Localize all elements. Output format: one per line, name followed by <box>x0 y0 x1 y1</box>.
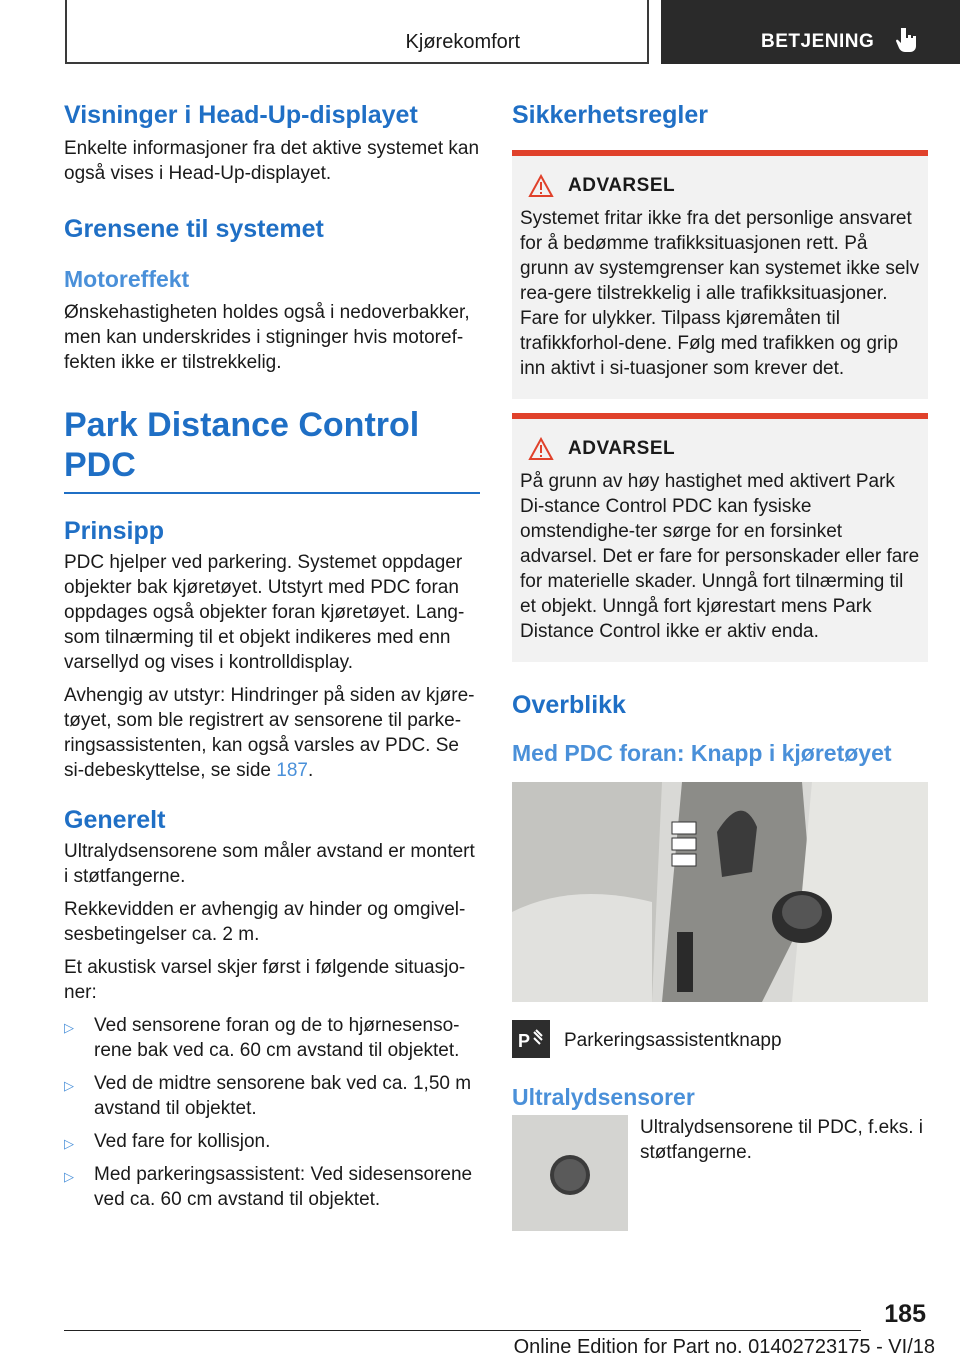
header-section-title: Kjørekomfort <box>405 31 520 53</box>
warning-box <box>512 413 928 662</box>
overview-heading: Overblikk <box>512 691 626 719</box>
front-pdc-heading: Med PDC foran: Knapp i kjøretøyet <box>512 740 892 766</box>
page-link[interactable]: 187 <box>276 760 308 782</box>
motor-text: Ønskehastigheten holdes også i nedoverbakker, men kan underskrides i stigninger hvis motoref-fekten ikke er tilstrekkelig. <box>64 301 470 373</box>
list-item: ▷ Med parkeringsassistent: Ved sidesensorene ved ca. 60 cm avstand til objektet. <box>64 1164 473 1211</box>
general-text-1: Ultralydsensorene som måler avstand er montert i støtfangerne. <box>64 841 475 888</box>
motor-heading: Motoreffekt <box>64 266 190 292</box>
list-item: ▷ Ved fare for kollisjon. <box>64 1129 480 1154</box>
warning-triangle-icon <box>528 437 554 461</box>
header-section-box <box>65 0 649 64</box>
hud-text: Enkelte informasjoner fra det aktive systemet kan også vises i Head-Up-displayet. <box>64 138 480 184</box>
limits-heading: Grensene til systemet <box>64 215 324 243</box>
car-interior-photo <box>512 782 928 1002</box>
svg-text:P: P <box>518 1030 531 1051</box>
warning-text: På grunn av høy hastighet med aktivert Park Di-stance Control PDC kan fysiske omstendighe-ter sørge for en forsinket advarsel. Det er fare for personskader eller fare for materielle skader. Unngå fort tilnærming til et objekt. Unngå fort kjørestart mens Park Distance Control ikke er aktiv enda. <box>520 471 920 642</box>
page-number: 185 <box>884 1300 926 1328</box>
warning-box <box>512 150 928 399</box>
triangle-bullet-icon: ▷ <box>64 1020 74 1036</box>
warning-title: ADVARSEL <box>568 438 676 459</box>
header-chapter-title: BETJENING <box>761 31 875 52</box>
principle-text-1: PDC hjelper ved parkering. Systemet oppdager objekter bak kjøretøyet. Utstyrt med PDC foran oppdages også objekter foran kjøretøyet. Lang-som tilnærming til et objekt indikeres med enn varsellyd og vises i kontrolldisplay. <box>64 552 465 674</box>
triangle-bullet-icon: ▷ <box>64 1078 74 1094</box>
warning-title: ADVARSEL <box>568 175 676 196</box>
warning-text: Systemet fritar ikke fra det personlige ansvaret for å bedømme trafikksituasjonen rett. På grunn av systemgrenser kan systemet ikke selv rea-gere tilstrekkelig i alle trafikksituasjoner. Fare for ulykker. Tilpass kjøremåten til trafikkforhol-dene. Følg med trafikken og grip inn aktivt i si-tuasjoner som krever det. <box>520 208 920 379</box>
general-text-2: Rekkevidden er avhengig av hinder og omgivel-sesbetingelser ca. 2 m. <box>64 899 466 946</box>
principle-heading: Prinsipp <box>64 517 165 546</box>
header-chapter-box <box>661 0 960 64</box>
footer-divider <box>64 1330 861 1331</box>
parking-assistant-icon <box>512 1020 550 1058</box>
right-column <box>512 100 928 1231</box>
button-label: Parkeringsassistentknapp <box>564 1029 782 1051</box>
ultrasonic-sensor-photo <box>512 1115 628 1231</box>
ultrasonic-heading: Ultralydsensorer <box>512 1083 695 1110</box>
general-text-3: Et akustisk varsel skjer først i følgende situasjo-ner: <box>64 957 466 1004</box>
list-item: ▷ Ved de midtre sensorene bak ved ca. 1,50 m avstand til objektet. <box>64 1073 472 1120</box>
hand-pointer-icon <box>894 26 920 54</box>
warning-triangle-icon <box>528 174 554 198</box>
warning-conditions-list <box>64 1013 480 1212</box>
hud-heading: Visninger i Head-Up-displayet <box>64 101 418 129</box>
triangle-bullet-icon: ▷ <box>64 1136 74 1152</box>
left-column <box>64 100 480 1212</box>
pdc-heading: Park Distance Control PDC <box>64 405 480 495</box>
triangle-bullet-icon: ▷ <box>64 1169 74 1185</box>
safety-heading: Sikkerhetsregler <box>512 101 708 129</box>
list-item: ▷ Ved sensorene foran og de to hjørnesenso-rene bak ved ca. 60 cm avstand til objektet. <box>64 1015 460 1062</box>
footer-edition: Online Edition for Part no. 01402723175 - VI/18 <box>513 1336 935 1358</box>
general-heading: Generelt <box>64 806 166 835</box>
ultrasonic-text: Ultralydsensorene til PDC, f.eks. i støtfangerne. <box>640 1117 923 1164</box>
principle-text-2: Avhengig av utstyr: Hindringer på siden av kjøre-tøyet, som ble registrert av sensorene til parke-ringsassistenten, kan også varsles av PDC. Se si-debeskyttelse, se side 187. <box>64 685 475 782</box>
